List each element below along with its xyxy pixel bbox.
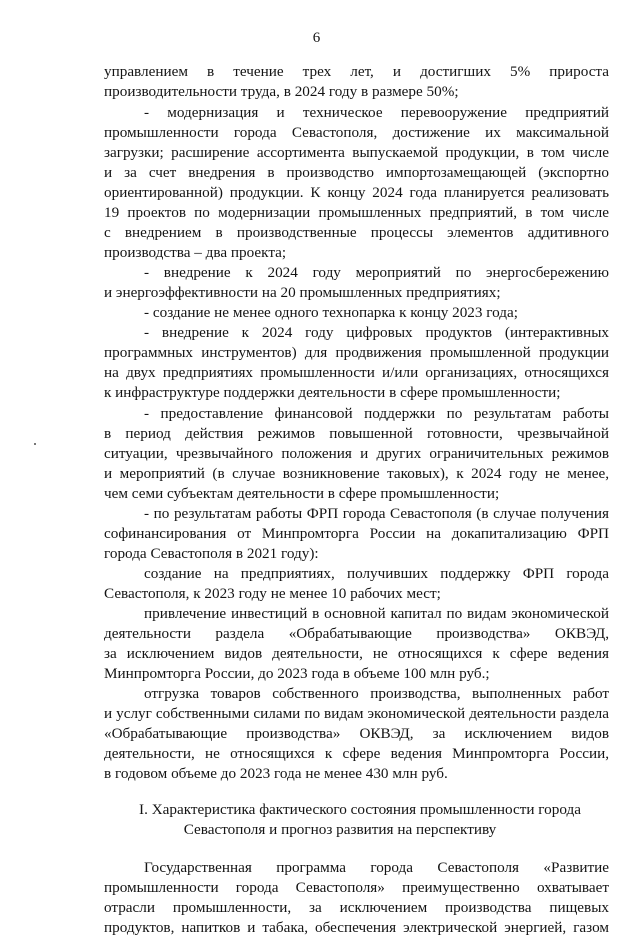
- text-line: в годовом объеме до 2023 года не менее 430 млн руб.: [104, 765, 448, 782]
- text-line: промышленности города Севастополя, достижение их максимальной: [104, 124, 609, 141]
- text-line: производительности труда, в 2024 году в размере 50%;: [104, 83, 459, 100]
- text-line: деятельности, не относящихся к сфере ведения Минпромторга России,: [104, 745, 609, 762]
- text-line: на двух предприятиях промышленности и/или организациях, относящихся: [104, 364, 609, 381]
- text-line: с внедрением в производственные процессы элементов аддитивного: [104, 224, 609, 241]
- text-line: ситуации, чрезвычайного положения и других ограничительных режимов: [104, 445, 609, 462]
- text-line: 19 проектов по модернизации промышленных предприятий, в том числе: [104, 204, 609, 221]
- text-line: промышленности города Севастополя» преимущественно охватывает: [104, 879, 609, 896]
- text-line: Севастополя, к 2023 году не менее 10 рабочих мест;: [104, 585, 441, 602]
- text-line: города Севастополя в 2021 году):: [104, 545, 319, 562]
- text-line: - по результатам работы ФРП города Севастополя (в случае получения: [144, 505, 609, 522]
- text-line: Минпромторга России, до 2023 года в объеме 100 млн руб.;: [104, 665, 490, 682]
- text-line: к инфраструктуре поддержки деятельности в сфере промышленности;: [104, 384, 561, 401]
- text-line: чем семи субъектам деятельности в сфере промышленности;: [104, 485, 500, 502]
- text-line: и энергоэффективности на 20 промышленных предприятиях;: [104, 284, 501, 301]
- text-line: управлением в течение трех лет, и достигших 5% прироста: [104, 63, 609, 80]
- section-heading-line: I. Характеристика фактического состояния промышленности города: [139, 801, 581, 818]
- text-line: продуктов, напитков и табака, обеспечения электрической энергией, газом: [104, 919, 609, 936]
- text-line: Государственная программа города Севастополя «Развитие: [144, 859, 609, 876]
- text-line: и за счет внедрения в производство импортозамещающей (экспортно: [104, 164, 609, 181]
- text-line: привлечение инвестиций в основной капитал по видам экономической: [144, 605, 609, 622]
- text-line: программных инструментов) для продвижения промышленной продукции: [104, 344, 609, 361]
- text-line: отгрузка товаров собственного производства, выполненных работ: [144, 685, 609, 702]
- scan-speck: [34, 443, 36, 445]
- text-line: - предоставление финансовой поддержки по результатам работы: [144, 405, 609, 422]
- text-line: за исключением видов деятельности, не относящихся к сфере ведения: [104, 645, 609, 662]
- text-line: софинансирования от Минпромторга России на докапитализацию ФРП: [104, 525, 609, 542]
- text-line: ориентированной) продукции. К концу 2024 года планируется реализовать: [104, 184, 609, 201]
- text-line: - создание не менее одного технопарка к концу 2023 года;: [144, 304, 518, 321]
- text-line: отрасли промышленности, за исключением производства пищевых: [104, 899, 609, 916]
- text-line: деятельности раздела «Обрабатывающие производства» ОКВЭД,: [104, 625, 609, 642]
- page-number: 6: [312, 30, 321, 46]
- text-line: загрузки; расширение ассортимента выпускаемой продукции, в том числе: [104, 144, 609, 161]
- text-line: «Обрабатывающие производства» ОКВЭД, за исключением видов: [104, 725, 609, 742]
- text-line: - внедрение к 2024 году цифровых продуктов (интерактивных: [144, 324, 609, 341]
- text-line: - модернизация и техническое перевооружение предприятий: [144, 104, 609, 121]
- section-heading-line: Севастополя и прогноз развития на перспективу: [183, 821, 497, 838]
- text-line: создание на предприятиях, получивших поддержку ФРП города: [144, 565, 609, 582]
- text-line: - внедрение к 2024 году мероприятий по энергосбережению: [144, 264, 609, 281]
- text-line: производства – два проекта;: [104, 244, 287, 261]
- text-line: и услуг собственными силами по видам экономической деятельности раздела: [104, 705, 609, 722]
- text-line: в период действия режимов повышенной готовности, чрезвычайной: [104, 425, 609, 442]
- text-line: и мероприятий (в случае возникновение таковых), к 2024 году не менее,: [104, 465, 609, 482]
